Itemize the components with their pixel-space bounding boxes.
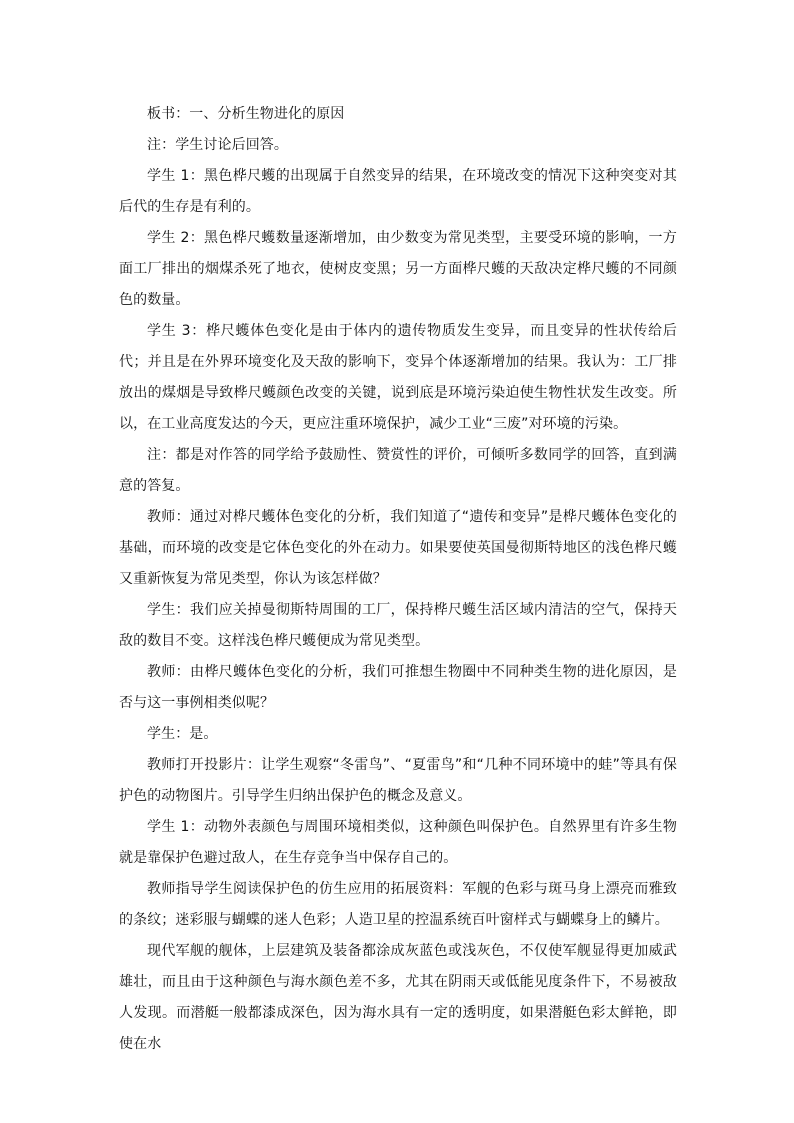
- note-discussion: 注：学生讨论后回答。: [147, 137, 288, 153]
- student-3-answer: 学生 3：桦尺蠖体色变化是由于体内的遗传物质发生变异，而且变异的性状传给后代；并且是在外界环境变化及天敌的影响下，变异个体逐渐增加的结果。我认为：工厂排放出的煤烟是导致桦尺蠖颜色改变的关键，说到底是环境污染迫使生物性状发生改变。所以，在工业高度发达的今天，更应注重环境保护，减少工业“三废”对环境的污染。: [119, 323, 677, 432]
- teacher-question-analogy: 教师：由桦尺蠖体色变化的分析，我们可推想生物圈中不同种类生物的进化原因，是否与这一事例相类似呢？: [119, 664, 677, 711]
- teacher-projection: 教师打开投影片：让学生观察“冬雷鸟”、“夏雷鸟”和“几种不同环境中的蛙”等具有保护色的动物图片。引导学生归纳出保护色的概念及意义。: [119, 757, 677, 804]
- student-answer-restore: 学生：我们应关掉曼彻斯特周围的工厂，保持桦尺蠖生活区域内清洁的空气，保持天敌的数目不变。这样浅色桦尺蠖便成为常见类型。: [119, 602, 677, 649]
- blackboard-heading: 板书：一、分析生物进化的原因: [147, 106, 345, 122]
- teacher-bionics-reading: 教师指导学生阅读保护色的仿生应用的拓展资料：军舰的色彩与斑马身上漂亮而雅致的条纹；迷彩服与蝴蝶的迷人色彩；人造卫星的控温系统百叶窗样式与蝴蝶身上的鳞片。: [119, 881, 677, 928]
- student-2-answer: 学生 2：黑色桦尺蠖数量逐渐增加，由少数变为常见类型，主要受环境的影响，一方面工厂排出的烟煤杀死了地衣，使树皮变黑；另一方面桦尺蠖的天敌决定桦尺蠖的不同颜色的数量。: [119, 230, 677, 308]
- teacher-question-restore: 教师：通过对桦尺蠖体色变化的分析，我们知道了“遗传和变异”是桦尺蠖体色变化的基础，而环境的改变是它体色变化的外在动力。如果要使英国曼彻斯特地区的浅色桦尺蠖又重新恢复为常见类型，你认为该怎样做？: [119, 509, 677, 587]
- document-body: [119, 99, 677, 1060]
- student-answer-yes: 学生：是。: [147, 726, 218, 742]
- student-1-protective-color: 学生 1：动物外表颜色与周围环境相类似，这种颜色叫保护色。自然界里有许多生物就是靠保护色避过敌人，在生存竞争当中保存自己的。: [119, 819, 677, 866]
- note-evaluation: 注：都是对作答的同学给予鼓励性、赞赏性的评价，可倾听多数同学的回答，直到满意的答复。: [119, 447, 677, 494]
- warship-color-paragraph: 现代军舰的舰体，上层建筑及装备都涂成灰蓝色或浅灰色，不仅使军舰显得更加威武雄壮，而且由于这种颜色与海水颜色差不多，尤其在阴雨天或低能见度条件下，不易被敌人发现。而潜艇一般都漆成深色，因为海水具有一定的透明度，如果潜艇色彩太鲜艳，即使在水: [119, 943, 677, 1052]
- student-1-answer: 学生 1：黑色桦尺蠖的出现属于自然变异的结果，在环境改变的情况下这种突变对其后代的生存是有利的。: [119, 168, 677, 215]
